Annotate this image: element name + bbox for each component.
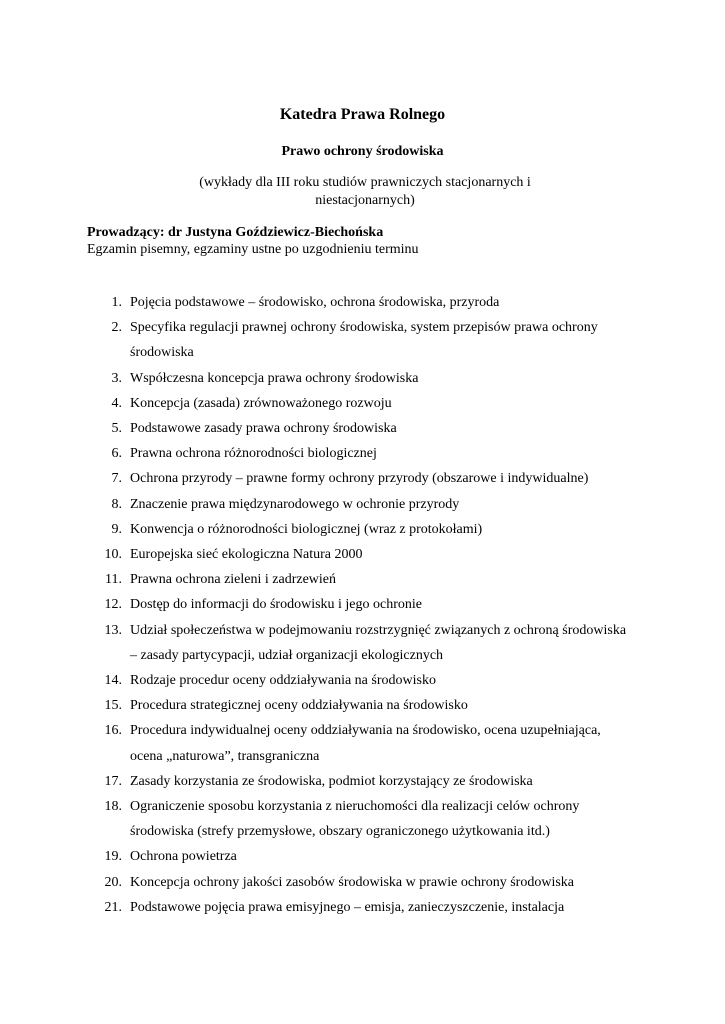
list-item [0,769,725,794]
list-item-number: 12. [104,597,122,613]
list-item [0,517,725,542]
list-item-number: 9. [111,521,122,537]
topic-list [0,290,725,920]
list-item-text: Znaczenie prawa międzynarodowego w ochronie przyrody [130,496,460,512]
list-item-text: Koncepcja ochrony jakości zasobów środowiska w prawie ochrony środowiska [130,874,574,890]
list-item-number: 4. [111,395,122,411]
list-item-number: 1. [111,295,122,310]
list-item [0,366,725,391]
list-item-number: 15. [104,698,122,714]
list-item-text: Procedura strategicznej oceny oddziaływania na środowisko [130,698,468,714]
list-item-text: Koncepcja (zasada) zrównoważonego rozwoju [130,395,392,411]
list-item [0,290,725,315]
exam-info: Egzamin pisemny, egzaminy ustne po uzgodnieniu terminu [87,242,419,257]
list-item [0,416,725,441]
list-item-text: Konwencja o różnorodności biologicznej (wraz z protokołami) [130,521,483,537]
list-item [0,567,725,592]
list-item-number: 18. [104,799,122,815]
list-item [0,668,725,693]
list-item-number: 6. [111,446,122,462]
list-item-number: 8. [111,496,122,512]
list-item [0,718,725,768]
list-item [0,794,725,844]
list-item-text: Ograniczenie sposobu korzystania z nieruchomości dla realizacji celów ochrony środowiska (strefy przemysłowe, obszary ograniczonego użytkowania itd.) [130,799,580,840]
course-subject: Prawo ochrony środowiska [281,144,444,159]
list-item [0,492,725,517]
list-item-number: 14. [104,673,122,689]
list-item-text: Rodzaje procedur oceny oddziaływania na środowisko [130,673,436,689]
list-item-text: Podstawowe pojęcia prawa emisyjnego – emisja, zanieczyszczenie, instalacja [130,899,565,915]
list-item-text: Zasady korzystania ze środowiska, podmiot korzystający ze środowiska [130,773,533,789]
list-item-number: 17. [104,773,122,789]
list-item-text: Dostęp do informacji do środowisku i jego ochronie [130,597,423,613]
list-item [0,542,725,567]
list-item-number: 20. [104,874,122,890]
list-item-text: Prawna ochrona zieleni i zadrzewień [130,572,337,588]
department-title: Katedra Prawa Rolnego [279,106,446,123]
list-item-number: 10. [104,547,122,563]
list-item-text: Udział społeczeństwa w podejmowaniu rozstrzygnięć związanych z ochroną środowiska – zasady partycypacji, udział organizacji ekologicznych [130,622,627,663]
list-item-text: Specyfika regulacji prawnej ochrony środowiska, system przepisów prawa ochrony środowiska [130,320,598,361]
list-item [0,693,725,718]
list-item-number: 5. [111,421,122,437]
list-item-number: 2. [111,320,122,336]
list-item-number: 3. [111,370,122,386]
list-item [0,844,725,869]
list-item-text: Ochrona przyrody – prawne formy ochrony przyrody (obszarowe i indywidualne) [130,471,589,487]
list-item-number: 11. [105,572,122,588]
list-item-number: 7. [111,471,122,487]
list-item [0,618,725,668]
list-item [0,592,725,617]
list-item-text: Ochrona powietrza [130,849,237,865]
list-item-number: 13. [104,622,122,638]
list-item [0,391,725,416]
list-item-text: Europejska sieć ekologiczna Natura 2000 [130,547,363,563]
list-item [0,466,725,491]
list-item-text: Pojęcia podstawowe – środowisko, ochrona środowiska, przyroda [130,295,500,310]
list-item [0,315,725,365]
list-item-number: 16. [104,723,122,739]
list-item [0,895,725,920]
list-item-text: Prawna ochrona różnorodności biologicznej [130,446,377,462]
list-item-text: Współczesna koncepcja prawa ochrony środowiska [130,370,419,386]
list-item-number: 19. [104,849,122,865]
lecturer-line: Prowadzący: dr Justyna Goździewicz-Biechońska [87,225,384,240]
list-item-number: 21. [104,899,122,915]
list-item-text: Procedura indywidualnej oceny oddziaływania na środowisko, ocena uzupełniająca, ocena „naturowa”, transgraniczna [130,723,601,764]
course-note: (wykłady dla III roku studiów prawniczych stacjonarnych i niestacjonarnych) [199,175,531,208]
list-item [0,441,725,466]
list-item-text: Podstawowe zasady prawa ochrony środowiska [130,421,397,437]
list-item [0,870,725,895]
